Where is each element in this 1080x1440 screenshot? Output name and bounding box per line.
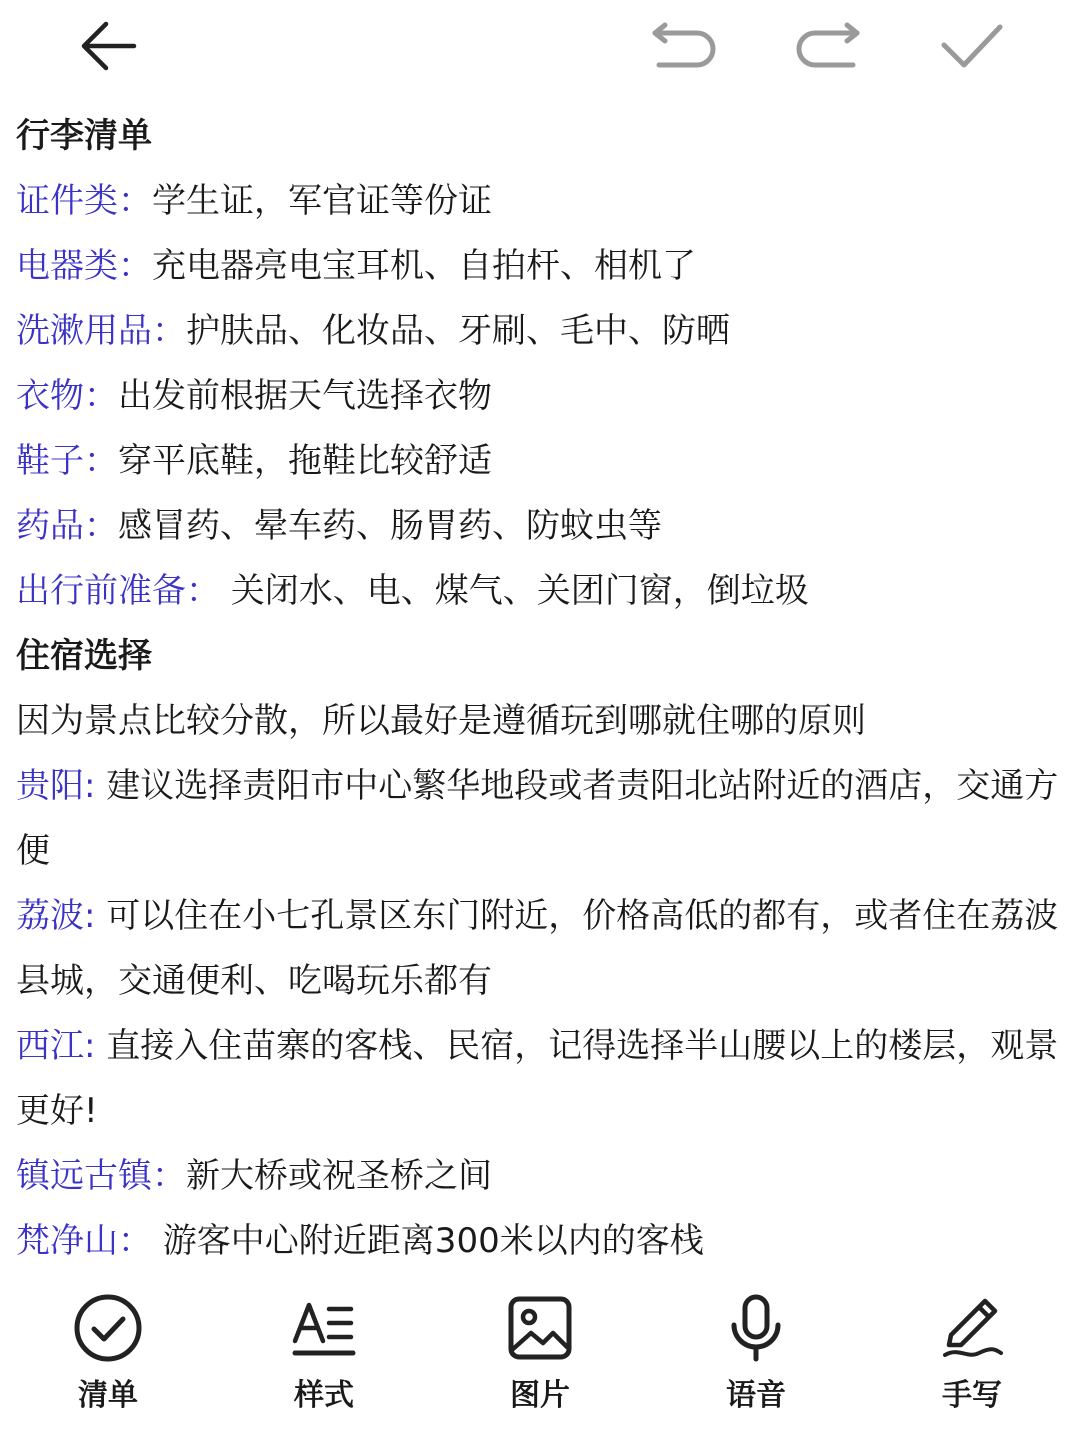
line-text: 直接入住苗寨的客栈、民宿，记得选择半山腰以上的楼层，观景更好!: [16, 1026, 1059, 1131]
note-line-fanjingshan: [16, 1209, 1060, 1274]
line-text: 可以住在小七孔景区东门附近，价格高低的都有，或者住在荔波县城，交通便利、吃喝玩乐都有: [16, 896, 1059, 1001]
image-icon: [502, 1290, 578, 1366]
line-text: 关闭水、电、煤气、关团门窗，倒垃圾: [220, 571, 809, 611]
redo-button[interactable]: [788, 10, 868, 82]
line-text: 游客中心附近距离300米以内的客栈: [152, 1221, 704, 1261]
line-label: 电器类：: [16, 246, 152, 286]
note-line-electronics: [16, 234, 1060, 299]
line-text: 护肤品、化妆品、牙刷、毛中、防晒: [186, 311, 730, 351]
line-label: 西江:: [16, 1026, 107, 1066]
bottom-toolbar: [0, 1290, 1080, 1430]
note-line-libo: [16, 884, 1060, 1014]
note-line-clothing: [16, 364, 1060, 429]
line-text: 因为景点比较分散，所以最好是遵循玩到哪就住哪的原则: [16, 701, 866, 741]
line-text: 建议选择责阳市中心繁华地段或者责阳北站附近的酒店，交通方便: [16, 766, 1059, 871]
handwriting-label: 手写: [942, 1378, 1002, 1413]
undo-icon: [651, 21, 717, 71]
text-style-icon: [286, 1290, 362, 1366]
arrow-left-icon: [76, 14, 140, 78]
done-button[interactable]: [932, 10, 1012, 82]
note-line-zhenyuan: [16, 1144, 1060, 1209]
note-line-documents: [16, 169, 1060, 234]
line-label: 梵净山：: [16, 1221, 152, 1261]
voice-button[interactable]: [686, 1290, 826, 1426]
line-text: 充电器亮电宝耳机、自拍杆、相机了: [152, 246, 696, 286]
note-line-shoes: [16, 429, 1060, 494]
line-label: 贵阳:: [16, 766, 107, 806]
heading-accommodation: [16, 624, 1060, 689]
line-label: 荔波:: [16, 896, 107, 936]
line-text: 新大桥或祝圣桥之间: [186, 1156, 492, 1196]
redo-icon: [795, 21, 861, 71]
checklist-circle-icon: [70, 1290, 146, 1366]
line-label: 洗漱用品：: [16, 311, 186, 351]
heading-text: 行李清单: [16, 116, 152, 156]
line-label: 出行前准备：: [16, 571, 220, 611]
line-label: 鞋子：: [16, 441, 118, 481]
undo-button[interactable]: [644, 10, 724, 82]
checklist-button[interactable]: [38, 1290, 178, 1426]
heading-text: 住宿选择: [16, 636, 152, 676]
heading-luggage-list: [16, 104, 1060, 169]
note-body[interactable]: [16, 104, 1060, 1274]
note-line-pre-departure: [16, 559, 1060, 624]
line-label: 证件类：: [16, 181, 152, 221]
checklist-label: 清单: [78, 1378, 138, 1413]
back-button[interactable]: [68, 10, 148, 82]
voice-label: 语音: [726, 1378, 786, 1413]
note-line-xijiang: [16, 1014, 1060, 1144]
line-label: 衣物：: [16, 376, 118, 416]
note-line-medicine: [16, 494, 1060, 559]
line-text: 感冒药、晕车药、肠胃药、防蚊虫等: [118, 506, 662, 546]
top-toolbar: [0, 0, 1080, 96]
note-line-toiletries: [16, 299, 1060, 364]
checkmark-icon: [940, 21, 1004, 71]
line-label: 镇远古镇：: [16, 1156, 186, 1196]
note-line-accommodation-intro: [16, 689, 1060, 754]
handwriting-button[interactable]: [902, 1290, 1042, 1426]
style-label: 样式: [294, 1378, 354, 1413]
note-line-guiyang: [16, 754, 1060, 884]
line-label: 药品：: [16, 506, 118, 546]
line-text: 学生证，军官证等份证: [152, 181, 492, 221]
image-button[interactable]: [470, 1290, 610, 1426]
style-button[interactable]: [254, 1290, 394, 1426]
microphone-icon: [718, 1290, 794, 1366]
line-text: 出发前根据天气选择衣物: [118, 376, 492, 416]
image-label: 图片: [510, 1378, 570, 1413]
pen-icon: [934, 1290, 1010, 1366]
line-text: 穿平底鞋，拖鞋比较舒适: [118, 441, 492, 481]
